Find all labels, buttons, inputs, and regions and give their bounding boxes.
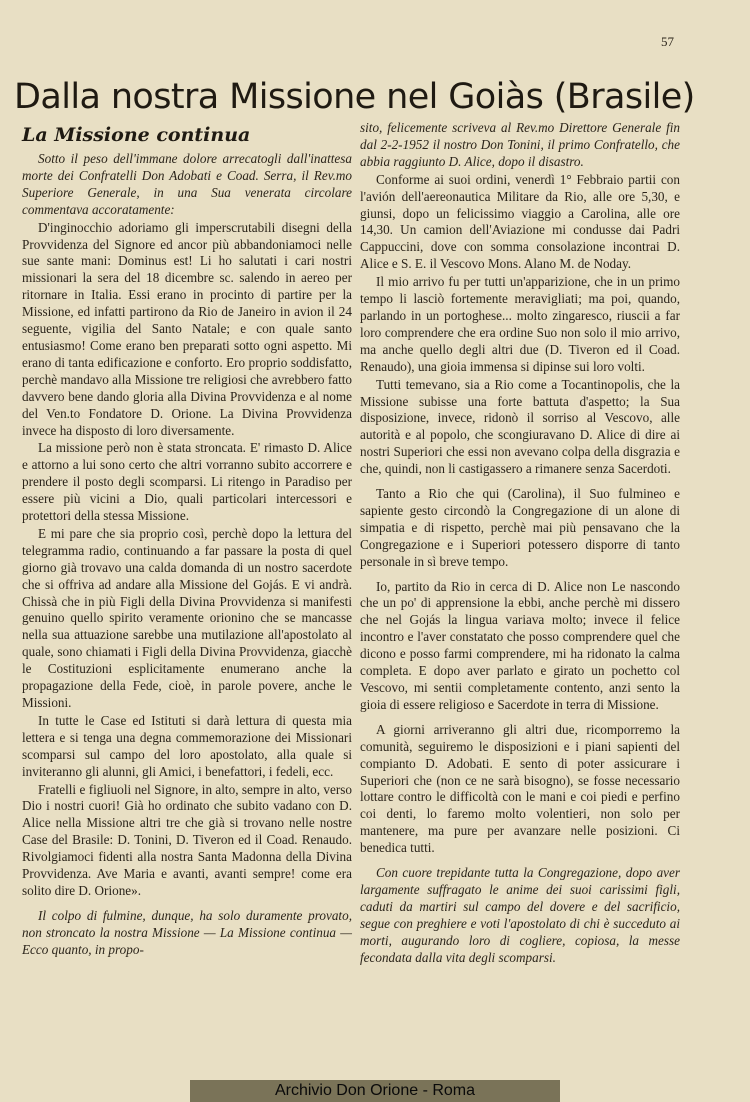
closing-paragraph: Il colpo di fulmine, dunque, ha solo duramente provato, non stroncato la nostra Missione — La Missione continua — Ecco quanto, in propo- bbox=[22, 907, 352, 957]
paragraph: La missione però non è stata stroncata. E' rimasto D. Alice e attorno a lui sono certo che altri vorranno subito accorrere e prendere il posto degli scomparsi. Li ritengo in Paradiso per essere più vicini a Dio, quali particolari intercessori e protettori della stessa Missione. bbox=[22, 440, 352, 524]
closing-paragraph: Con cuore trepidante tutta la Congregazione, dopo aver largamente suffragato le anime dei suoi carissimi figli, caduti da martiri sul campo del dovere e del sacrificio, segue con preghiere e voti l'apostolato di chi è succeduto ai morti, augurando loro di cogliere, copiosa, la messe fecondata dalla vita degli scomparsi. bbox=[360, 865, 680, 965]
paragraph: Conforme ai suoi ordini, venerdì 1° Febbraio partii con l'avión dell'aereonautica Militare da Rio, alle ore 5,30, e giunsi, dopo un felicissimo viaggio a Carolina, alle ore 14,30. Un camion dell'Aviazione mi condusse dai Padri Cappuccini, dove con somma consolazione incontrai D. Alice e S. E. il Vescovo Mons. Alano M. de Noday. bbox=[360, 171, 680, 272]
section-heading: La Missione continua bbox=[22, 124, 251, 146]
paragraph: Tutti temevano, sia a Rio come a Tocantinopolis, che la Missione subisse una forte battuta d'aspetto; la Sua disposizione, invece, ridonò il sorriso al Vescovo, alle autorità e al popolo, che scongiuravano D. Alice di dire ai nostri Superiori che essi non avevano colpa della disgrazia e che, quindi, non li castigassero a rimanere senza Sacerdoti. bbox=[360, 376, 680, 477]
paragraph: E mi pare che sia proprio così, perchè dopo la lettura del telegramma radio, continuando a far passare la posta di quel giorno già trovavo una calda domanda di un nostro sacerdote che si offriva ad andare alla Missione del Gojás. E vi andrà. Chissà che in più Figli della Divina Provvidenza si manifesti genuino quello spirito veramente orionino che se mancasse nella sua attuazione sarebbe una mutilazione all'apostolato al quale, sono chiamati i Figli della Divina Provvidenza, giacchè le Costituzioni esplicitamente enumerano anche la propagazione della Fede, cioè, in parole povere, anche le Missioni. bbox=[22, 525, 352, 710]
paragraph: Io, partito da Rio in cerca di D. Alice non Le nascondo che un po' di apprensione la ebbi, anche perchè mi dissero che nel Gojás la lingua variava molto; invece il felice incontro e l'aver constatato che posso comprendere quel che dicono e posso farmi comprendere, mi ha ridonato la calma completa. E dopo aver parlato e girato un pochetto col Vescovo, mi sentii completamente contento, anzi sento la gioia di essere religioso e Sacerdote in terra di Missione. bbox=[360, 578, 680, 712]
intro-paragraph: Sotto il peso dell'immane dolore arrecatogli dall'inattesa morte dei Confratelli Don Adobati e Coad. Serra, il Rev.mo Superiore Generale, in una Sua venerata circolare commentava accoratamente: bbox=[22, 151, 352, 217]
paragraph: Fratelli e figliuoli nel Signore, in alto, sempre in alto, verso Dio i nostri cuori! Già ho ordinato che subito vadano con D. Alice nella Missione altri tre che già si trovano nelle nostre Case del Brasile: D. Tonini, D. Tiveron ed il Coad. Renaudo. Rivolgiamoci fidenti alla nostra Santa Madonna della Divina Provvidenza. Ave Maria e avanti, avanti sempre! come era solito dire D. Orione». bbox=[22, 781, 352, 898]
paragraph: Tanto a Rio che qui (Carolina), il Suo fulmineo e sapiente gesto circondò la Congregazione di un alone di simpatia e di rispetto, perchè mai più pensavano che la Congregazione e i Superiori potessero disporre di tanto personale in sì breve tempo. bbox=[360, 486, 680, 569]
archive-label: Archivio Don Orione - Roma bbox=[274, 1082, 476, 1099]
paragraph: D'inginocchio adoriamo gli imperscrutabili disegni della Provvidenza del Signore ed ancor più abbandoniamoci nelle sue sante mani: Dominus est! Li ho salutati i cari nostri missionari la sera del 18 dicembre sc. salendo in aereo per ritornare in Italia. Essi erano in procinto di partire per la Missione, ed infatti partirono da Rio de Janeiro in avion il 24 seguente, vigilia del Santo Natale; e con quale santo entusiasmo! Come erano ben preparati sotto ogni aspetto. Mi erano di tanta edificazione e conforto. Ero proprio soddisfatto, perchè mandavo alla Missione tre religiosi che avrebbero fatto davvero bene dando gloria alla Divina Provvidenza e al nome del Ven.to Fondatore D. Orione. La Divina Provvidenza invece ha disposto di loro diversamente. bbox=[22, 219, 352, 438]
archive-footer bbox=[190, 1080, 560, 1102]
paragraph: In tutte le Case ed Istituti si darà lettura di questa mia lettera e si tenga una degna commemorazione dei Missionari scomparsi sul campo del loro apostolato, alla quale si inviteranno gli alunni, gli Amici, i benefattori, i fedeli, ecc. bbox=[22, 712, 352, 779]
continued-paragraph: sito, felicemente scriveva al Rev.mo Direttore Generale fin dal 2-2-1952 il nostro Don Tonini, il primo Confratello, che abbia raggiunto D. Alice, dopo il disastro. bbox=[360, 120, 680, 169]
paragraph: Il mio arrivo fu per tutti un'apparizione, che in un primo tempo li lasciò fortemente meravigliati; ma poi, quando, parlando in un portoghese... molto zingaresco, riuscii a far loro comprendere che era ordine Suo non solo il mio arrivo, ma anche quello degli altri due (D. Tiveron ed il Coad. Renaudo), una gioia immensa si dipinse sui loro volti. bbox=[360, 274, 680, 374]
page-number: 57 bbox=[661, 34, 674, 49]
paragraph: A giorni arriveranno gli altri due, ricomporremo la comunità, seguiremo le disposizioni e i piani sapienti del compianto D. Adobati. E sento di poter assicurare i Superiori che (non ce ne sarà bisogno), se fosse necessario lottare contro le difficoltà con le mani e coi piedi e perfino coi denti, lo faremo molto volentieri, non solo per mantenere, ma pure per avanzare nelle posizioni. Ci benedica tutti. bbox=[360, 721, 680, 856]
article-title: Dalla nostra Missione nel Goiàs (Brasile) bbox=[14, 77, 695, 117]
right-column bbox=[360, 120, 680, 967]
left-column bbox=[22, 124, 352, 959]
